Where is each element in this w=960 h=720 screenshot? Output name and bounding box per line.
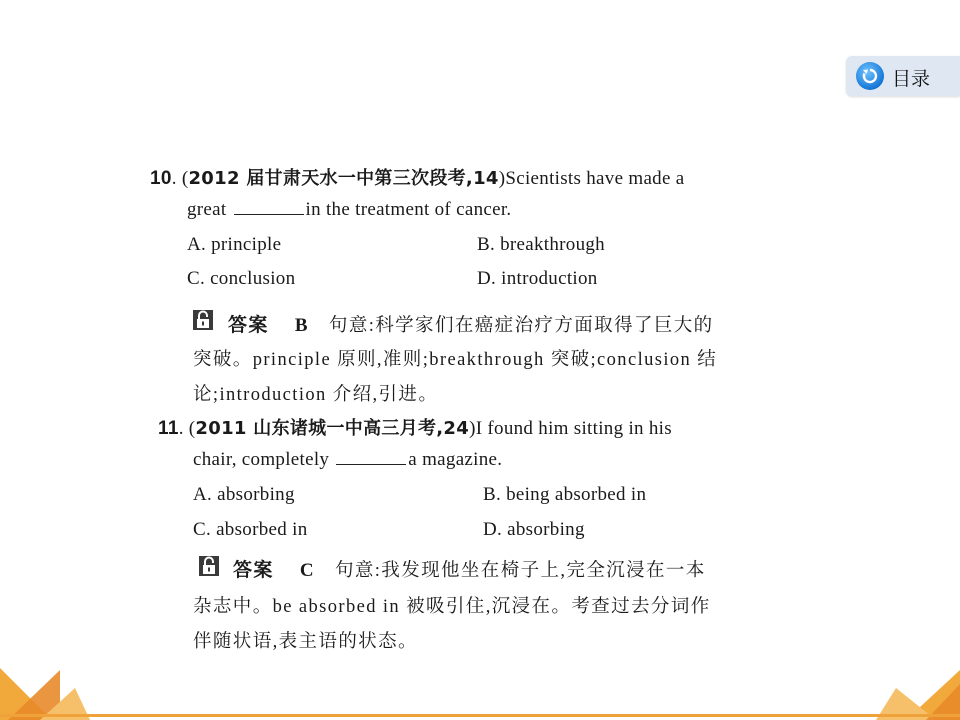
question-stem-before-blank: chair, completely xyxy=(193,449,330,470)
question-stem-before-blank: great xyxy=(187,199,227,220)
explanation-line: 句意:科学家们在癌症治疗方面取得了巨大的 xyxy=(328,316,714,336)
answer-line-1 xyxy=(233,555,706,582)
answer-label: 答案 xyxy=(228,314,269,336)
unlock-icon xyxy=(192,309,214,331)
question-stem-part1: I found him sitting in his xyxy=(475,418,672,439)
bottom-accent-line xyxy=(0,714,960,717)
option-a: A. principle xyxy=(187,234,282,255)
refresh-circle-icon xyxy=(856,62,884,90)
option-b: B. breakthrough xyxy=(477,234,605,255)
corner-decoration-right xyxy=(866,660,960,720)
question-number: 10 xyxy=(150,168,172,189)
question-stem-after-blank: in the treatment of cancer. xyxy=(305,199,512,220)
question-source: 2011 山东诸城一中高三月考,24 xyxy=(195,418,470,439)
explanation-line: 句意:我发现他坐在椅子上,完全沉浸在一本 xyxy=(334,561,706,581)
answer-key: B xyxy=(294,315,309,336)
question-stem-after-blank: a magazine. xyxy=(408,449,503,470)
question-stem-part1: Scientists have made a xyxy=(505,168,685,189)
option-c: C. conclusion xyxy=(187,268,296,289)
option-c: C. absorbed in xyxy=(193,519,308,540)
answer-line-1 xyxy=(228,310,714,337)
unlock-icon xyxy=(198,555,220,577)
answer-label: 答案 xyxy=(233,559,274,581)
explanation-line: 突破。principle 原则,准则;breakthrough 突破;conclusion 结 xyxy=(193,350,718,370)
option-b: B. being absorbed in xyxy=(483,484,647,505)
toc-label: 目录 xyxy=(892,68,931,90)
corner-decoration-left xyxy=(0,660,100,720)
question-number: 11 xyxy=(158,418,179,439)
explanation-line: 杂志中。be absorbed in 被吸引住,沉浸在。考查过去分词作 xyxy=(193,597,711,617)
answer-key: C xyxy=(299,560,315,581)
explanation-line: 伴随状语,表主语的状态。 xyxy=(193,632,418,652)
question-line-2 xyxy=(187,199,511,221)
answer-blank xyxy=(336,450,406,465)
explanation-line: 论;introduction 介绍,引进。 xyxy=(193,385,439,405)
question-line-1: 11. (2011 山东诸城一中高三月考,24)I found him sitting in his xyxy=(158,418,672,439)
question-source: 2012 届甘肃天水一中第三次段考,14 xyxy=(188,168,499,189)
toc-button[interactable] xyxy=(846,56,960,96)
answer-blank xyxy=(234,200,304,215)
option-d: D. absorbing xyxy=(483,519,585,540)
option-d: D. introduction xyxy=(477,268,598,289)
option-a: A. absorbing xyxy=(193,484,295,505)
question-line-1: 10. (2012 届甘肃天水一中第三次段考,14)Scientists have made a xyxy=(150,168,685,189)
question-line-2 xyxy=(193,449,502,471)
